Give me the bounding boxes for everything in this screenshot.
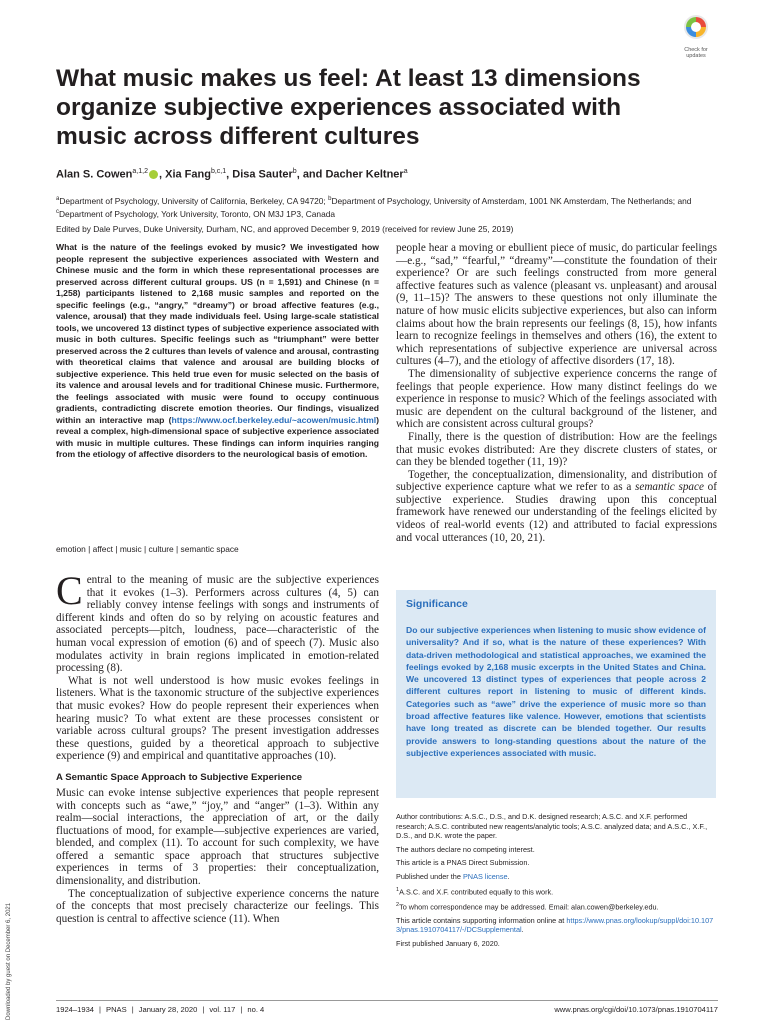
author-name: Dacher Keltner [325,168,404,181]
body-paragraph: The conceptualization of subjective experience concerns the nature of the concepts that most precisely characterize our feelings. This question is central to affective science (11). When [56,887,379,925]
affiliation-text: Department of Psychology, University of Amsterdam, 1001 NK Amsterdam, The Netherlands; and [331,195,692,206]
affiliation-marker: a [56,196,60,202]
abstract-text-end: ) reveal a complex, high-dimensional space of subjective experience associated with music in multiple cultures. These findings can inform inquiries ranging from the etiology of affective disorders to the neurological basis of emotion. [56,414,379,459]
author-name: Xia Fang [165,168,211,181]
footnote-marker: 2 [396,901,400,908]
significance-box [396,590,716,798]
body-paragraph: Music can evoke intense subjective experiences that people represent with concepts such as “awe,” “joy,” and “anger” (1–3). Within any realm—social interactions, the appreciation of art, or the daily fluctuations of mood, for example—subjective experiences are varied, blended, and complex (11). To account for such complexity, we have offered a semantic space approach that structures subjective experiences in terms of 3 properties: their conceptualization, dimensionality, and distribution. [56,786,379,888]
abstract [56,242,379,461]
affiliation-marker: b [328,196,332,202]
author-affiliation-marker: b [292,168,297,175]
edited-by-line: Edited by Dale Purves, Duke University, Durham, NC, and approved December 9, 2019 (received for review June 25, 2019) [56,224,514,234]
paragraph-text: Together, the conceptualization, dimensionality, and distribution of subjective experience capture what we refer to as a [396,468,717,494]
author-affiliation-marker: b,c,1 [210,168,227,175]
footnote-2 [396,901,718,912]
footnote-1 [396,886,718,897]
check-for-updates-badge[interactable] [678,14,714,59]
keyword: semantic space [180,544,239,554]
footer-issue: no. 4 [247,1005,265,1014]
footnote-text: To whom correspondence may be addressed. Email: alan.cowen@berkeley.edu. [399,902,659,911]
check-for-updates-label: Check for updates [684,47,708,59]
author-contributions: Author contributions: A.S.C., D.S., and D.K. designed research; A.S.C. and X.F. performed research; A.S.C. contributed new reagents/analytic tools; A.S.C. analyzed data; and A.S.C., X.F., D.S., and D.K. wrote the paper. [396,812,708,841]
body-right-column [396,242,717,544]
body-paragraph: people hear a moving or ebullient piece of music, do particular feelings—e.g., “sad,” “fearful,” “dreamy”—constitute the foundation of their experience? Or are such feelings constructed from more general affective features such as valence (pleasant vs. unpleasant) and arousal (9, 11–15)? The answers to these questions not only illuminate the nature of how music elicits subjective experiences, but also can inform claims about how the brain represents our feelings (8, 15), how infants learn to recognize feelings in themselves and others (16), the extent to which representations of subjective experience are universal across cultures (4–7), and the etiology of affective disorders (17, 18). [396,242,717,368]
pnas-license-link[interactable]: PNAS license [462,871,508,881]
competing-interest: The authors declare no competing interest. [396,844,535,854]
check-for-updates-icon [683,14,709,40]
article-title: What music makes us feel: At least 13 dimensions organize subjective experiences associated with music across different cultures [56,65,641,150]
supporting-info-note [396,916,718,935]
body-paragraph [396,469,717,545]
affiliation-text: Department of Psychology, University of California, Berkeley, CA 94720; [59,195,329,206]
submission-note: This article is a PNAS Direct Submission. [396,858,530,868]
first-published: First published January 6, 2020. [396,938,500,948]
footnote-text: A.S.C. and X.F. contributed equally to this work. [399,886,554,896]
si-text: This article contains supporting information online at [396,915,567,925]
keyword: music [119,544,142,554]
footnote-marker: 1 [396,886,400,893]
body-paragraph: What is not well understood is how music evokes feelings in listeners. What is the taxonomic structure of the subjective experiences that music evokes? How do people represent their experiences when hearing music? To what extent are these processes consistent or variable across cultural groups? The present investigation addresses these questions, guided by a theoretical approach to subjective experience (9) and empirical and quantitative approaches (10). [56,674,379,763]
affiliations [56,194,716,220]
footer-journal: PNAS [106,1005,127,1014]
footer-doi-link[interactable]: www.pnas.org/cgi/doi/10.1073/pnas.1910704117 [554,1005,718,1014]
footer-pages: 1924–1934 [56,1005,95,1014]
body-left-column [56,568,379,925]
semantic-space-term: semantic space [635,481,704,494]
author-affiliation-marker: a,1,2 [132,168,148,175]
license-note [396,872,718,882]
drop-cap: C [56,568,83,613]
author-name: Disa Sauter [232,168,293,181]
significance-heading: Significance [406,598,468,610]
footer-citation: 1924–1934 | PNAS | January 28, 2020 | vol. 117 | no. 4 [56,1005,265,1014]
si-text-end: . [521,925,524,935]
download-stamp: Downloaded by guest on December 6, 2021 [6,902,12,1020]
abstract-text-start: What is the nature of the feelings evoked by music? We investigated how people represent the subjective experiences associated with Western and Chinese music and the form in which these representational processes are preserved across different cultural groups. US (n = 1,591) and Chinese (n = 1,258) participants listened to 2,168 music samples and reported on the specific feelings (e.g., “angry,” “dreamy”) or broad affective features (e.g., valence, arousal) that they made individuals feel. Using large-scale statistical tools, we uncovered 13 distinct types of subjective experience associated with music in both cultures. Specific feelings such as “triumphant” were better preserved across the 2 cultures than levels of valence and arousal, contrasting with theoretical claims that valence and arousal are building blocks of subjective experience. This held true even for music selected on the basis of its valence and arousal levels and for traditional Chinese music. Furthermore, the feelings associated with music were found to occupy continuous gradients, contradicting discrete emotion theories. Our findings, visualized within an interactive map ( [56,242,379,425]
keywords: emotion | affect | music | culture | semantic space [56,544,239,554]
footer-volume: vol. 117 [209,1005,236,1014]
significance-text: Do our subjective experiences when listening to music show evidence of universality? And if so, what is the nature of these experiences? With data-driven methodological and statistical approaches, we examined the feelings evoked by 2,168 music excerpts in the United States and China. We uncovered 13 distinct types of experiences that people across 2 different cultures report in listening to music of different kinds. Categories such as “awe” drive the experience of music more so than broad affective features like valence. However, emotions that scientists have long treated as discrete can be blended together. Our results provide answers to long-standing questions about the nature of the subjective experiences associated with music. [406,625,706,758]
body-paragraph: Finally, there is the question of distribution: How are the feelings that music evokes distributed: Are they discrete clusters of states, or can they be blended together (11, 19)? [396,430,717,469]
author-list: Alan S. Cowen$^{a,1,2}$ , Xia Fang$^{b,c,1}$, Disa Sauter$^b$, and Dacher Keltner$^a$ [56,168,408,181]
interactive-map-link[interactable]: https://www.ocf.berkeley.edu/~acowen/music.html [171,414,377,425]
license-text: Published under the [396,871,463,881]
author-name: Alan S. Cowen [56,168,133,181]
keyword: culture [148,544,174,554]
author-affiliation-marker: a [403,168,408,175]
intro-paragraph [56,568,379,675]
article-notes [396,812,718,952]
keyword: affect [92,544,113,554]
supporting-info-link[interactable]: https://www.pnas.org/lookup/suppl/doi:10.1073/pnas.1910704117/-/DCSupplemental [396,915,714,935]
footer-date: January 28, 2020 [138,1005,198,1014]
body-paragraph: The dimensionality of subjective experience concerns the range of feelings that people experience. How many distinct feelings do we experience in response to music? Which of the feelings associated with music are dependent on the cultural background of the listener, and which are consistent across cultural groups? [396,367,717,431]
paragraph-text: of subjective experience. Studies drawing upon this conceptual framework have renewed our understanding of the feelings elicited by videos of real-world events (12) and attributed to facial expressions and vocal utterances (10, 20, 21). [396,481,717,544]
keyword: emotion [56,544,86,554]
page-footer [56,1000,718,1015]
affiliation-marker: c [56,208,59,215]
intro-text: entral to the meaning of music are the subjective experiences that it evokes (1–3). Performers across cultures (4, 5) can reliably convey intense feelings with songs and instruments of different kinds and often do so by relying on acoustic features and associated percepts—pitch, loudness, pace—characteristic of the human vocal expression of emotion (6) and of speech (7). Music also modulates activity in brain regions implicated in emotion-related processing (8). [56,574,379,675]
affiliation-text: Department of Psychology, York University, Toronto, ON M3J 1P3, Canada [59,208,336,219]
license-text-end: . [507,871,510,881]
section-heading: A Semantic Space Approach to Subjective Experience [56,771,303,783]
orcid-icon[interactable] [149,170,158,179]
